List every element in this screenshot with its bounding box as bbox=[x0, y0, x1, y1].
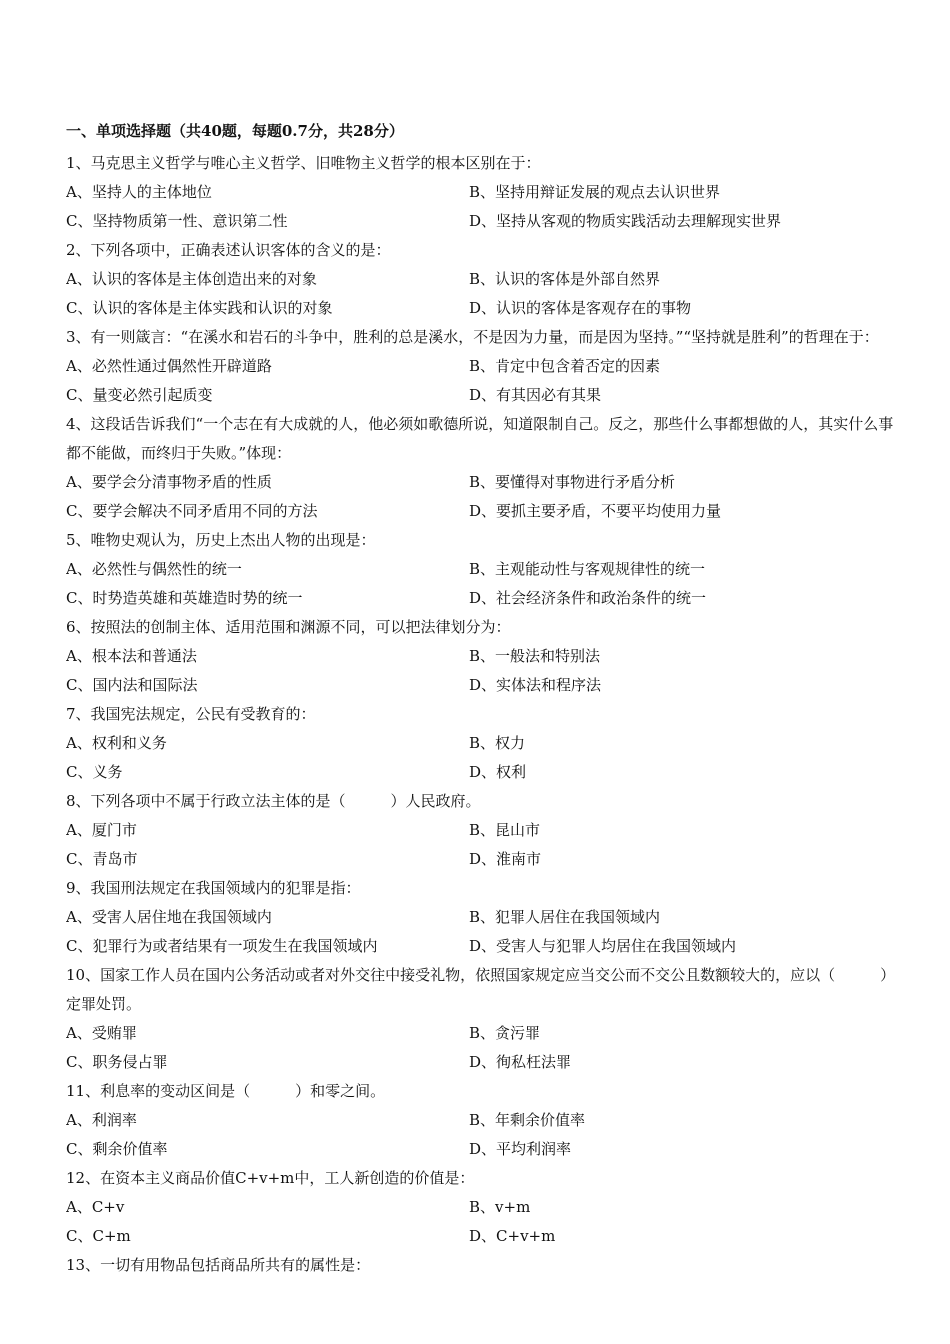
option-row bbox=[66, 816, 896, 845]
option-d: D、淮南市 bbox=[469, 850, 542, 868]
option-a: A、必然性通过偶然性开辟道路 bbox=[66, 357, 272, 375]
option-b: B、贪污罪 bbox=[469, 1024, 541, 1042]
question-stem: 13、一切有用物品包括商品所共有的属性是： bbox=[66, 1256, 371, 1274]
option-row bbox=[66, 352, 896, 381]
section-title: 一、单项选择题（共40题，每题0.7分，共28分） bbox=[66, 122, 404, 140]
question-1 bbox=[66, 149, 896, 236]
option-b: B、坚持用辩证发展的观点去认识世界 bbox=[469, 183, 721, 201]
question-list bbox=[66, 149, 896, 1280]
option-b: B、犯罪人居住在我国领域内 bbox=[469, 908, 661, 926]
option-row bbox=[66, 671, 896, 700]
option-a: A、坚持人的主体地位 bbox=[66, 183, 212, 201]
option-d: D、徇私枉法罪 bbox=[469, 1053, 572, 1071]
option-a: A、权利和义务 bbox=[66, 734, 167, 752]
option-b: B、肯定中包含着否定的因素 bbox=[469, 357, 661, 375]
option-row bbox=[66, 1106, 896, 1135]
option-d: D、认识的客体是客观存在的事物 bbox=[469, 299, 692, 317]
question-stem: 2、下列各项中，正确表述认识客体的含义的是： bbox=[66, 241, 391, 259]
option-row bbox=[66, 468, 896, 497]
question-8 bbox=[66, 787, 896, 874]
option-a: A、利润率 bbox=[66, 1111, 137, 1129]
question-stem: 9、我国刑法规定在我国领域内的犯罪是指： bbox=[66, 879, 361, 897]
question-stem: 8、下列各项中不属于行政立法主体的是（ ）人民政府。 bbox=[66, 792, 481, 810]
option-d: D、平均利润率 bbox=[469, 1140, 572, 1158]
option-c: C、剩余价值率 bbox=[66, 1140, 168, 1158]
option-a: A、认识的客体是主体创造出来的对象 bbox=[66, 270, 317, 288]
option-c: C、量变必然引起质变 bbox=[66, 386, 213, 404]
option-d: D、C+v+m bbox=[469, 1227, 556, 1245]
option-row bbox=[66, 265, 896, 294]
option-a: A、要学会分清事物矛盾的性质 bbox=[66, 473, 272, 491]
option-row bbox=[66, 1222, 896, 1251]
option-c: C、青岛市 bbox=[66, 850, 138, 868]
option-c: C、职务侵占罪 bbox=[66, 1053, 168, 1071]
question-stem: 4、这段话告诉我们“一个志在有大成就的人，他必须如歌德所说，知道限制自己。反之，那些什么事都想做的人，其实什么事都不能做，而终归于失败。”体现： bbox=[66, 415, 894, 462]
option-a: A、受害人居住地在我国领域内 bbox=[66, 908, 272, 926]
question-stem: 5、唯物史观认为，历史上杰出人物的出现是： bbox=[66, 531, 376, 549]
question-7 bbox=[66, 700, 896, 787]
option-d: D、权利 bbox=[469, 763, 527, 781]
option-a: A、C+v bbox=[66, 1198, 125, 1216]
question-stem: 7、我国宪法规定，公民有受教育的： bbox=[66, 705, 316, 723]
question-4 bbox=[66, 410, 896, 526]
option-row bbox=[66, 758, 896, 787]
question-5 bbox=[66, 526, 896, 613]
option-b: B、年剩余价值率 bbox=[469, 1111, 586, 1129]
option-d: D、有其因必有其果 bbox=[469, 386, 602, 404]
question-11 bbox=[66, 1077, 896, 1164]
option-b: B、一般法和特别法 bbox=[469, 647, 601, 665]
option-c: C、要学会解决不同矛盾用不同的方法 bbox=[66, 502, 318, 520]
question-stem: 11、利息率的变动区间是（ ）和零之间。 bbox=[66, 1082, 386, 1100]
option-a: A、必然性与偶然性的统一 bbox=[66, 560, 242, 578]
option-b: B、昆山市 bbox=[469, 821, 541, 839]
option-row bbox=[66, 1019, 896, 1048]
option-row bbox=[66, 1135, 896, 1164]
option-b: B、要懂得对事物进行矛盾分析 bbox=[469, 473, 676, 491]
question-10 bbox=[66, 961, 896, 1077]
question-9 bbox=[66, 874, 896, 961]
option-a: A、厦门市 bbox=[66, 821, 137, 839]
option-row bbox=[66, 903, 896, 932]
exam-document bbox=[66, 120, 896, 1280]
question-stem: 10、国家工作人员在国内公务活动或者对外交往中接受礼物，依照国家规定应当交公而不交公且数额较大的，应以（ ）定罪处罚。 bbox=[66, 966, 896, 1013]
question-13 bbox=[66, 1251, 896, 1280]
question-12 bbox=[66, 1164, 896, 1251]
option-row bbox=[66, 932, 896, 961]
option-b: B、认识的客体是外部自然界 bbox=[469, 270, 661, 288]
option-row bbox=[66, 294, 896, 323]
option-b: B、权力 bbox=[469, 734, 526, 752]
option-d: D、社会经济条件和政治条件的统一 bbox=[469, 589, 707, 607]
option-row bbox=[66, 1048, 896, 1077]
option-c: C、国内法和国际法 bbox=[66, 676, 198, 694]
option-c: C、时势造英雄和英雄造时势的统一 bbox=[66, 589, 303, 607]
option-d: D、要抓主要矛盾，不要平均使用力量 bbox=[469, 502, 722, 520]
question-stem: 6、按照法的创制主体、适用范围和渊源不同，可以把法律划分为： bbox=[66, 618, 511, 636]
option-row bbox=[66, 1193, 896, 1222]
option-row bbox=[66, 555, 896, 584]
option-row bbox=[66, 207, 896, 236]
question-stem: 3、有一则箴言：“在溪水和岩石的斗争中，胜利的总是溪水，不是因为力量，而是因为坚持。”“坚持就是胜利”的哲理在于： bbox=[66, 328, 879, 346]
question-6 bbox=[66, 613, 896, 700]
option-row bbox=[66, 845, 896, 874]
option-row bbox=[66, 178, 896, 207]
option-c: C、犯罪行为或者结果有一项发生在我国领域内 bbox=[66, 937, 378, 955]
option-c: C、义务 bbox=[66, 763, 123, 781]
question-2 bbox=[66, 236, 896, 323]
option-d: D、受害人与犯罪人均居住在我国领域内 bbox=[469, 937, 737, 955]
option-row bbox=[66, 584, 896, 613]
option-row bbox=[66, 497, 896, 526]
option-row bbox=[66, 642, 896, 671]
option-d: D、坚持从客观的物质实践活动去理解现实世界 bbox=[469, 212, 782, 230]
option-c: C、认识的客体是主体实践和认识的对象 bbox=[66, 299, 333, 317]
option-row bbox=[66, 381, 896, 410]
option-c: C、C+m bbox=[66, 1227, 131, 1245]
question-stem: 12、在资本主义商品价值C+v+m中，工人新创造的价值是： bbox=[66, 1169, 475, 1187]
question-stem: 1、马克思主义哲学与唯心主义哲学、旧唯物主义哲学的根本区别在于： bbox=[66, 154, 541, 172]
option-row bbox=[66, 729, 896, 758]
option-d: D、实体法和程序法 bbox=[469, 676, 602, 694]
option-b: B、主观能动性与客观规律性的统一 bbox=[469, 560, 706, 578]
question-3 bbox=[66, 323, 896, 410]
option-c: C、坚持物质第一性、意识第二性 bbox=[66, 212, 288, 230]
option-b: B、v+m bbox=[469, 1198, 531, 1216]
option-a: A、根本法和普通法 bbox=[66, 647, 197, 665]
option-a: A、受贿罪 bbox=[66, 1024, 137, 1042]
